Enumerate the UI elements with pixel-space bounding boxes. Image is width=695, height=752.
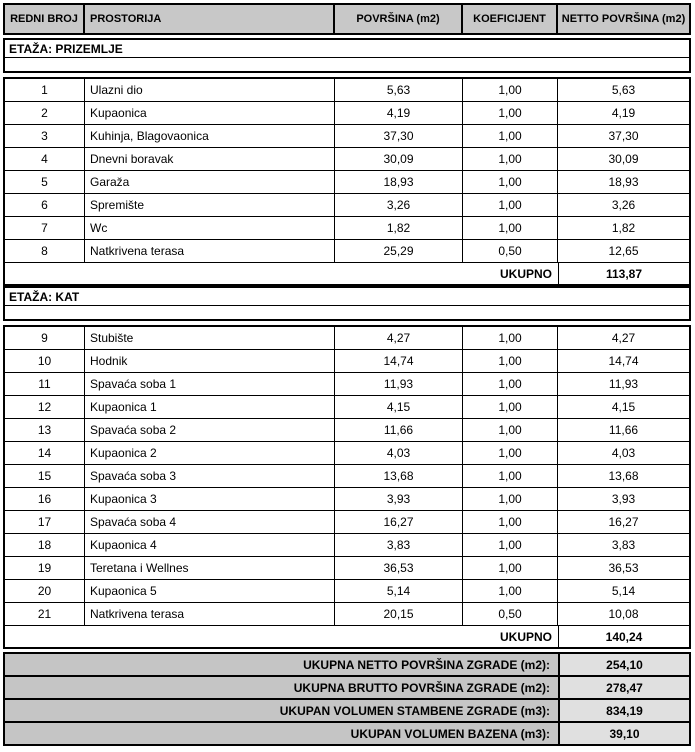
empty-row (5, 58, 689, 71)
row-number-cell: 7 (5, 217, 85, 240)
room-name-cell: Teretana i Wellnes (85, 557, 335, 580)
summary-section (3, 652, 691, 746)
total-value: 113,87 (558, 263, 689, 284)
summary-value: 254,10 (558, 654, 689, 675)
section-prizemlje-rows (3, 77, 691, 286)
room-name-cell: Dnevni boravak (85, 148, 335, 171)
net-area-cell: 3,93 (558, 488, 689, 511)
row-number-cell: 1 (5, 79, 85, 102)
summary-label: UKUPNA NETTO POVRŠINA ZGRADE (m2): (5, 654, 558, 675)
area-cell: 18,93 (335, 171, 463, 194)
coefficient-cell: 1,00 (463, 350, 558, 373)
row-number-cell: 12 (5, 396, 85, 419)
room-name-cell: Stubište (85, 327, 335, 350)
area-cell: 1,82 (335, 217, 463, 240)
coefficient-cell: 1,00 (463, 327, 558, 350)
room-name-cell: Kuhinja, Blagovaonica (85, 125, 335, 148)
row-number-cell: 11 (5, 373, 85, 396)
net-area-cell: 37,30 (558, 125, 689, 148)
table-row (5, 419, 689, 442)
area-cell: 25,29 (335, 240, 463, 263)
net-area-cell: 4,19 (558, 102, 689, 125)
table-row (5, 217, 689, 240)
table-row (5, 534, 689, 557)
coefficient-cell: 1,00 (463, 125, 558, 148)
net-area-cell: 4,27 (558, 327, 689, 350)
coefficient-cell: 0,50 (463, 603, 558, 626)
net-area-cell: 4,15 (558, 396, 689, 419)
coefficient-cell: 0,50 (463, 240, 558, 263)
section-total-row (5, 626, 689, 647)
room-name-cell: Natkrivena terasa (85, 240, 335, 263)
area-cell: 5,14 (335, 580, 463, 603)
summary-row (5, 723, 689, 744)
net-area-cell: 11,93 (558, 373, 689, 396)
table-row (5, 327, 689, 350)
room-name-cell: Hodnik (85, 350, 335, 373)
net-area-cell: 3,83 (558, 534, 689, 557)
area-cell: 4,15 (335, 396, 463, 419)
room-name-cell: Kupaonica 3 (85, 488, 335, 511)
room-name-cell: Natkrivena terasa (85, 603, 335, 626)
area-calculation-table (3, 3, 691, 746)
summary-label: UKUPAN VOLUMEN STAMBENE ZGRADE (m3): (5, 700, 558, 721)
room-name-cell: Spavaća soba 4 (85, 511, 335, 534)
table-row (5, 580, 689, 603)
section-title: ETAŽA: PRIZEMLJE (5, 40, 689, 58)
area-cell: 11,66 (335, 419, 463, 442)
area-cell: 37,30 (335, 125, 463, 148)
coefficient-cell: 1,00 (463, 171, 558, 194)
table-row (5, 125, 689, 148)
row-number-cell: 10 (5, 350, 85, 373)
table-row (5, 465, 689, 488)
area-cell: 3,83 (335, 534, 463, 557)
room-name-cell: Spavaća soba 1 (85, 373, 335, 396)
room-name-cell: Kupaonica (85, 102, 335, 125)
row-number-cell: 20 (5, 580, 85, 603)
coefficient-cell: 1,00 (463, 511, 558, 534)
net-area-cell: 5,63 (558, 79, 689, 102)
coefficient-cell: 1,00 (463, 580, 558, 603)
coefficient-cell: 1,00 (463, 102, 558, 125)
coefficient-cell: 1,00 (463, 488, 558, 511)
net-area-cell: 18,93 (558, 171, 689, 194)
coefficient-cell: 1,00 (463, 442, 558, 465)
coefficient-cell: 1,00 (463, 217, 558, 240)
area-cell: 13,68 (335, 465, 463, 488)
section-title: ETAŽA: KAT (5, 288, 689, 306)
section-kat-header (3, 286, 691, 321)
section-total-row (5, 263, 689, 284)
row-number-cell: 17 (5, 511, 85, 534)
area-cell: 4,03 (335, 442, 463, 465)
net-area-cell: 4,03 (558, 442, 689, 465)
table-row (5, 79, 689, 102)
row-number-cell: 13 (5, 419, 85, 442)
area-cell: 4,19 (335, 102, 463, 125)
area-cell: 3,26 (335, 194, 463, 217)
row-number-cell: 3 (5, 125, 85, 148)
summary-row (5, 677, 689, 700)
section-kat-rows (3, 325, 691, 649)
total-label: UKUPNO (499, 629, 552, 644)
row-number-cell: 8 (5, 240, 85, 263)
table-row (5, 511, 689, 534)
room-name-cell: Kupaonica 5 (85, 580, 335, 603)
area-cell: 30,09 (335, 148, 463, 171)
total-value: 140,24 (558, 626, 689, 647)
area-cell: 5,63 (335, 79, 463, 102)
row-number-cell: 19 (5, 557, 85, 580)
room-name-cell: Spremište (85, 194, 335, 217)
summary-label: UKUPNA BRUTTO POVRŠINA ZGRADE (m2): (5, 677, 558, 698)
room-name-cell: Ulazni dio (85, 79, 335, 102)
summary-row (5, 654, 689, 677)
coefficient-cell: 1,00 (463, 534, 558, 557)
room-name-cell: Kupaonica 4 (85, 534, 335, 557)
net-area-cell: 36,53 (558, 557, 689, 580)
coefficient-cell: 1,00 (463, 557, 558, 580)
area-cell: 4,27 (335, 327, 463, 350)
summary-label: UKUPAN VOLUMEN BAZENA (m3): (5, 723, 558, 744)
row-number-cell: 14 (5, 442, 85, 465)
table-row (5, 557, 689, 580)
row-number-cell: 15 (5, 465, 85, 488)
net-area-cell: 16,27 (558, 511, 689, 534)
table-row (5, 488, 689, 511)
row-number-cell: 9 (5, 327, 85, 350)
area-cell: 3,93 (335, 488, 463, 511)
row-number-cell: 5 (5, 171, 85, 194)
coefficient-cell: 1,00 (463, 396, 558, 419)
header-koeficijent: KOEFICIJENT (463, 5, 558, 33)
section-prizemlje-header (3, 38, 691, 73)
coefficient-cell: 1,00 (463, 79, 558, 102)
table-row (5, 194, 689, 217)
summary-row (5, 700, 689, 723)
row-number-cell: 16 (5, 488, 85, 511)
row-number-cell: 6 (5, 194, 85, 217)
table-row (5, 240, 689, 263)
net-area-cell: 5,14 (558, 580, 689, 603)
area-cell: 16,27 (335, 511, 463, 534)
room-name-cell: Kupaonica 1 (85, 396, 335, 419)
net-area-cell: 3,26 (558, 194, 689, 217)
net-area-cell: 30,09 (558, 148, 689, 171)
row-number-cell: 2 (5, 102, 85, 125)
coefficient-cell: 1,00 (463, 148, 558, 171)
area-cell: 20,15 (335, 603, 463, 626)
header-netto-povrsina: NETTO POVRŠINA (m2) (558, 5, 689, 33)
room-name-cell: Garaža (85, 171, 335, 194)
summary-value: 834,19 (558, 700, 689, 721)
coefficient-cell: 1,00 (463, 194, 558, 217)
area-cell: 36,53 (335, 557, 463, 580)
table-row (5, 171, 689, 194)
net-area-cell: 1,82 (558, 217, 689, 240)
summary-value: 39,10 (558, 723, 689, 744)
net-area-cell: 10,08 (558, 603, 689, 626)
net-area-cell: 12,65 (558, 240, 689, 263)
room-name-cell: Spavaća soba 3 (85, 465, 335, 488)
coefficient-cell: 1,00 (463, 419, 558, 442)
table-row (5, 148, 689, 171)
net-area-cell: 13,68 (558, 465, 689, 488)
header-povrsina: POVRŠINA (m2) (335, 5, 463, 33)
row-number-cell: 18 (5, 534, 85, 557)
total-label: UKUPNO (499, 266, 552, 281)
net-area-cell: 11,66 (558, 419, 689, 442)
header-redni-broj: REDNI BROJ (5, 5, 85, 33)
area-cell: 14,74 (335, 350, 463, 373)
room-name-cell: Spavaća soba 2 (85, 419, 335, 442)
row-number-cell: 4 (5, 148, 85, 171)
area-cell: 11,93 (335, 373, 463, 396)
row-number-cell: 21 (5, 603, 85, 626)
table-row (5, 373, 689, 396)
coefficient-cell: 1,00 (463, 373, 558, 396)
net-area-cell: 14,74 (558, 350, 689, 373)
summary-value: 278,47 (558, 677, 689, 698)
table-row (5, 350, 689, 373)
room-name-cell: Wc (85, 217, 335, 240)
room-name-cell: Kupaonica 2 (85, 442, 335, 465)
table-row (5, 442, 689, 465)
coefficient-cell: 1,00 (463, 465, 558, 488)
header-prostorija: PROSTORIJA (85, 5, 335, 33)
table-row (5, 603, 689, 626)
table-header-row (3, 3, 691, 35)
empty-row (5, 306, 689, 319)
table-row (5, 102, 689, 125)
table-row (5, 396, 689, 419)
